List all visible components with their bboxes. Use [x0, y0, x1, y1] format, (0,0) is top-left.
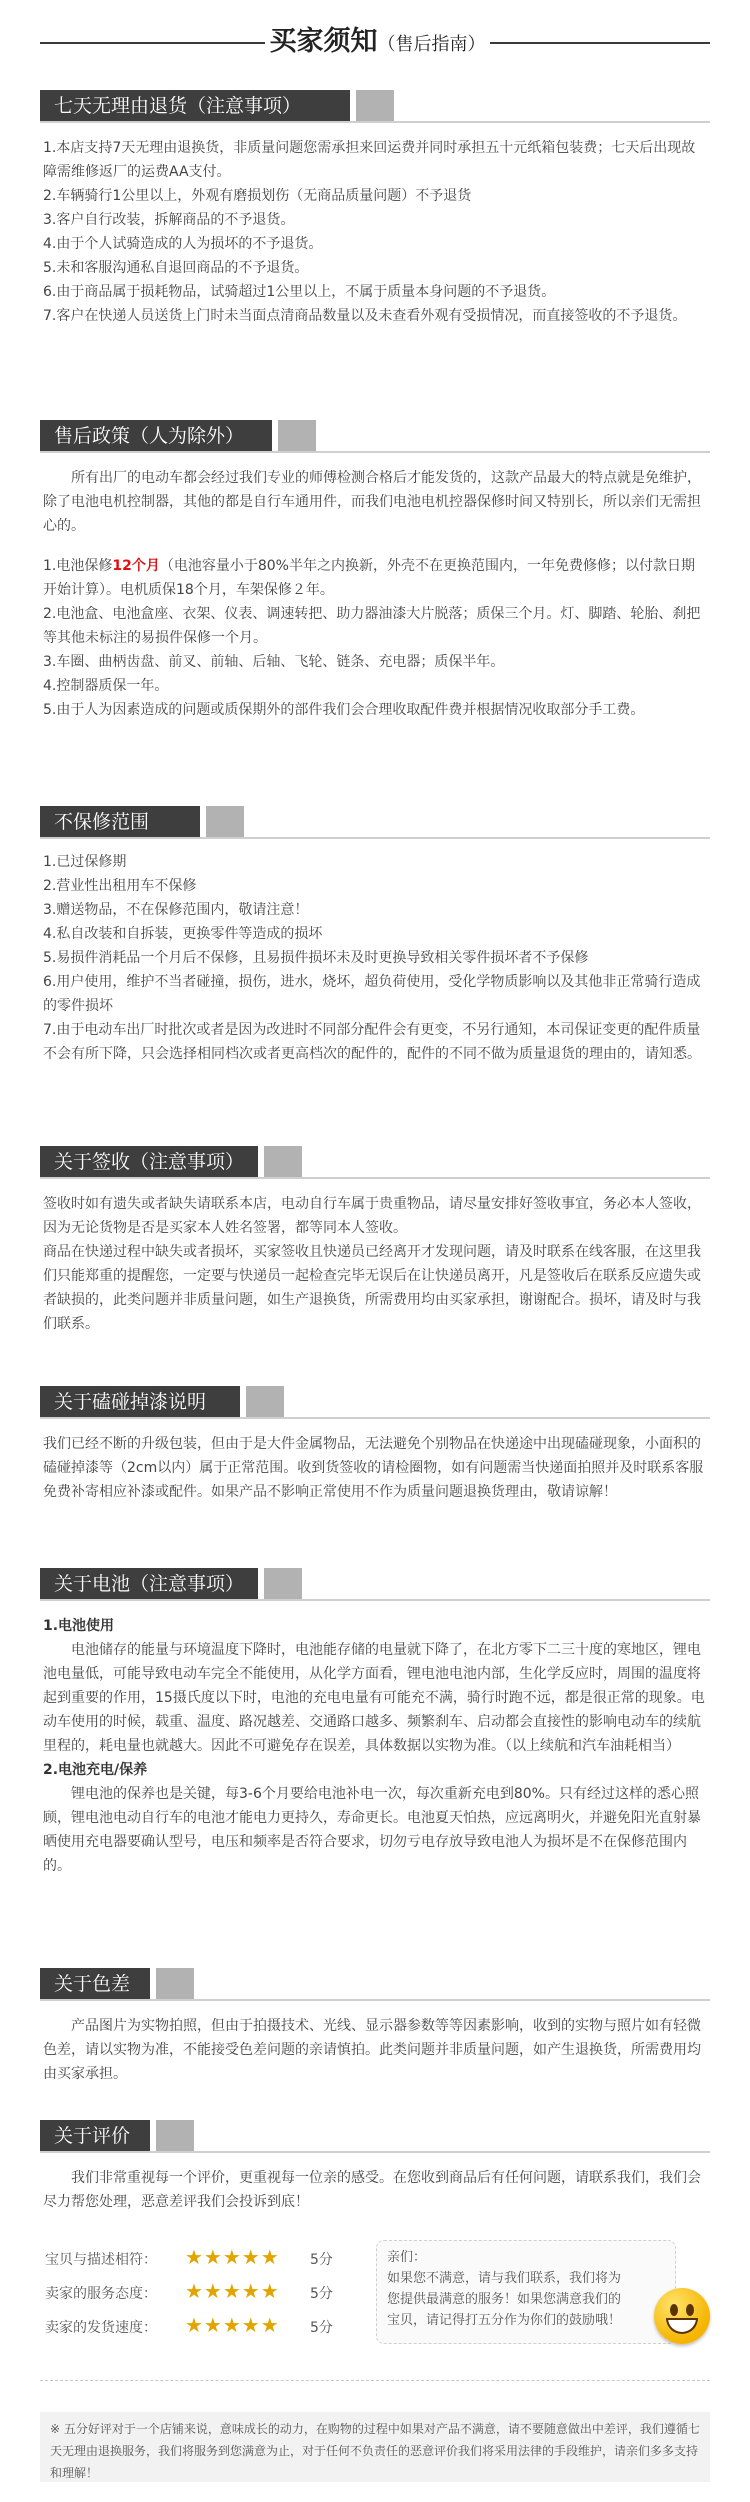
section-divider [40, 1177, 710, 1179]
section-heading-label: 不保修范围 [54, 811, 150, 833]
list-item-prefix: 1.电池保修 [43, 558, 113, 574]
section-heading-label: 关于磕碰掉漆说明 [54, 1391, 207, 1413]
list-item: 2.电池盒、电池盒座、衣架、仪表、调速转把、助力器油漆大片脱落；质保三个月。灯、脚踏、轮胎、刹把等其他未标注的易损件保修一个月。 [43, 606, 701, 646]
section-divider [40, 1417, 710, 1419]
list-item: 3.车圈、曲柄齿盘、前叉、前轴、后轴、飞轮、链条、充电器；质保半年。 [43, 654, 505, 670]
section-heading-label: 关于电池（注意事项） [54, 1573, 245, 1595]
page-title-sub: （售后指南） [377, 34, 486, 55]
signing-content [43, 1192, 708, 1336]
list-item: 7.客户在快递人员送货上门时未当面点清商品数量以及未查看外观有受损情况，而直接签收的不予退货。 [43, 308, 687, 324]
section-heading-label: 七天无理由退货（注意事项） [54, 95, 302, 117]
rating-row [40, 2276, 350, 2306]
list-item: 4.私自改装和自拆装，更换零件等造成的损坏 [43, 926, 323, 942]
list-item: 5.易损件消耗品一个月后不保修，且易损件损坏未及时更换导致相关零件损坏者不予保修 [43, 950, 589, 966]
title-divider-right [490, 42, 710, 44]
section-heading-label: 关于评价 [54, 2125, 131, 2147]
rating-row [40, 2242, 350, 2272]
section-divider [40, 2151, 710, 2153]
page-header [40, 22, 710, 62]
title-divider-left [40, 42, 265, 44]
rating-row [40, 2310, 350, 2340]
battery-content [43, 1614, 708, 1878]
section-divider [40, 1599, 710, 1601]
smiley-face-icon [654, 2288, 710, 2344]
star-rating-icon: ★★★★★ [185, 2313, 280, 2337]
list-item: 4.控制器质保一年。 [43, 678, 169, 694]
subheading: 2.电池充电/保养 [43, 1762, 148, 1778]
paragraph: 锂电池的保养也是关键，每3-6个月要给电池补电一次，每次重新充电到80%。只有经过这样的悉心照顾，锂电池电动自行车的电池才能电力更持久，寿命更长。电池夏天怕热，应远离明火，并避免阳光直射暴晒使用充电器要确认型号，电压和频率是否符合要求，切勿亏电存放导致电池人为损坏是不在保修范围内的。 [43, 1786, 701, 1874]
page-title [265, 22, 490, 65]
warranty-highlight: 12个月 [112, 558, 160, 574]
paragraph: 签收时如有遗失或者缺失请联系本店，电动自行车属于贵重物品，请尽量安排好签收事宜，务必本人签收，因为无论货物是否是买家本人姓名签署，都等同本人签收。 [43, 1196, 701, 1236]
star-rating-icon: ★★★★★ [185, 2245, 280, 2269]
list-item [43, 554, 708, 602]
section-heading-label: 关于签收（注意事项） [54, 1151, 245, 1173]
section-divider [40, 451, 710, 453]
list-item: 1.已过保修期 [43, 854, 127, 870]
list-item: 5.未和客服沟通私自退回商品的不予退货。 [43, 260, 309, 276]
rating-note [376, 2240, 676, 2344]
rating-score: 5分 [310, 2252, 333, 2268]
paragraph: 商品在快递过程中缺失或者损坏，买家签收且快递员已经离开才发现问题，请及时联系在线客服，在这里我们只能郑重的提醒您，一定要与快递员一起检查完毕无误后在让快递员离开，凡是签收后在联系反应遗失或者缺损的，此类问题并非质量问题，如生产退换货，所需费用均由买家承担，谢谢配合。损坏，请及时与我们联系。 [43, 1244, 701, 1332]
rating-label: 宝贝与描述相符： [45, 2252, 157, 2268]
rating-panel [40, 2232, 710, 2354]
list-item: 3.客户自行改装，拆解商品的不予退货。 [43, 212, 295, 228]
section-divider [40, 837, 710, 839]
rating-label: 卖家的发货速度： [45, 2320, 157, 2336]
section-heading-label: 售后政策（人为除外） [54, 425, 245, 447]
paragraph: 产品图片为实物拍照，但由于拍摄技术、光线、显示器参数等等因素影响，收到的实物与照片如有轻微色差，请以实物为准，不能接受色差问题的亲请慎拍。此类问题并非质量问题，如产生退换货，所需费用均由买家承担。 [43, 2018, 701, 2082]
reviews-content [43, 2166, 708, 2214]
list-item: 4.由于个人试骑造成的人为损坏的不予退货。 [43, 236, 323, 252]
rating-note-text: 如果您不满意，请与我们联系，我们将为您提供最满意的服务！如果您满意我们的宝贝，请记得打五分作为你们的鼓励哦！ [387, 2271, 622, 2328]
color-diff-content [43, 2014, 708, 2086]
after-sales-content [43, 466, 708, 722]
list-item: 3.赠送物品，不在保修范围内，敬请注意！ [43, 902, 309, 918]
paragraph: 电池储存的能量与环境温度下降时，电池能存储的电量就下降了，在北方零下二三十度的寒地区，锂电池电量低，可能导致电动车完全不能使用，从化学方面看，锂电池电池内部，生化学反应时，周围的温度将起到重要的作用，15摄氏度以下时，电池的充电电量有可能充不满，骑行时跑不远，都是很正常的现象。电动车使用的时候，载重、温度、路况越差、交通路口越多、频繁刹车、启动都会直接性的影响电动车的续航里程的，耗电量也就越大。因此不可避免存在误差，具体数据以实物为准。（以上续航和汽车油耗相当） [43, 1642, 705, 1754]
list-item: 2.营业性出租用车不保修 [43, 878, 197, 894]
not-covered-list [43, 850, 708, 1066]
paragraph: 我们已经不断的升级包装，但由于是大件金属物品，无法避免个别物品在快递途中出现磕碰现象，小面积的磕碰掉漆等（2cm以内）属于正常范围。收到货签收的请检圈物，如有问题需当快递面拍照并及时联系客服免费补寄相应补漆或配件。如果产品不影响正常使用不作为质量问题退换货理由，敬请谅解！ [43, 1436, 704, 1500]
footer-divider [40, 2380, 710, 2381]
rating-label: 卖家的服务态度： [45, 2286, 157, 2302]
list-item: 5.由于人为因素造成的问题或质保期外的部件我们会合理收取配件费并根据情况收取部分手工费。 [43, 702, 645, 718]
return-policy-list [43, 136, 708, 328]
rating-note-greeting: 亲们： [387, 2250, 427, 2265]
section-heading-label: 关于色差 [54, 1973, 131, 1995]
list-item: 1.本店支持7天无理由退换货，非质量问题您需承担来回运费并同时承担五十元纸箱包装费；七天后出现故障需维修返厂的运费AA支付。 [43, 140, 696, 180]
intro-paragraph: 所有出厂的电动车都会经过我们专业的师傅检测合格后才能发货的，这款产品最大的特点就是免维护，除了电池电机控制器，其他的都是自行车通用件，而我们电池电机控器保修时间又特别长，所以亲们无需担心的。 [43, 470, 701, 534]
footer-note: ※ 五分好评对于一个店铺来说，意味成长的动力，在购物的过程中如果对产品不满意，请不要随意做出中差评，我们遵循七天无理由退换服务，我们将服务到您满意为止，对于任何不负责任的恶意评价我们将采用法律的手段维护，请亲们多多支持和理解！ [40, 2412, 710, 2482]
section-divider [40, 1999, 710, 2001]
list-item-suffix: （电池容量小于80%半年之内换新，外壳不在更换范围内，一年免费修修；以付款日期开始计算）。电机质保18个月，车架保修２年。 [43, 558, 695, 598]
list-item: 2.车辆骑行1公里以上，外观有磨损划伤（无商品质量问题）不予退货 [43, 188, 472, 204]
rating-score: 5分 [310, 2286, 333, 2302]
list-item: 6.由于商品属于损耗物品，试骑超过1公里以上，不属于质量本身问题的不予退货。 [43, 284, 556, 300]
list-item: 6.用户使用，维护不当者碰撞，损伤，进水，烧坏，超负荷使用，受化学物质影响以及其他非正常骑行造成的零件损坏 [43, 974, 701, 1014]
page-title-main: 买家须知 [269, 26, 378, 57]
section-divider [40, 121, 710, 123]
rating-score: 5分 [310, 2320, 333, 2336]
paragraph: 我们非常重视每一个评价，更重视每一位亲的感受。在您收到商品后有任何问题，请联系我们，我们会尽力帮您处理，恶意差评我们会投诉到底！ [43, 2170, 701, 2210]
paint-damage-content [43, 1432, 708, 1504]
list-item: 7.由于电动车出厂时批次或者是因为改进时不同部分配件会有更变，不另行通知，本司保证变更的配件质量不会有所下降，只会选择相同档次或者更高档次的配件的，配件的不同不做为质量退货的理由的，请知悉。 [43, 1022, 701, 1062]
star-rating-icon: ★★★★★ [185, 2279, 280, 2303]
subheading: 1.电池使用 [43, 1618, 115, 1634]
